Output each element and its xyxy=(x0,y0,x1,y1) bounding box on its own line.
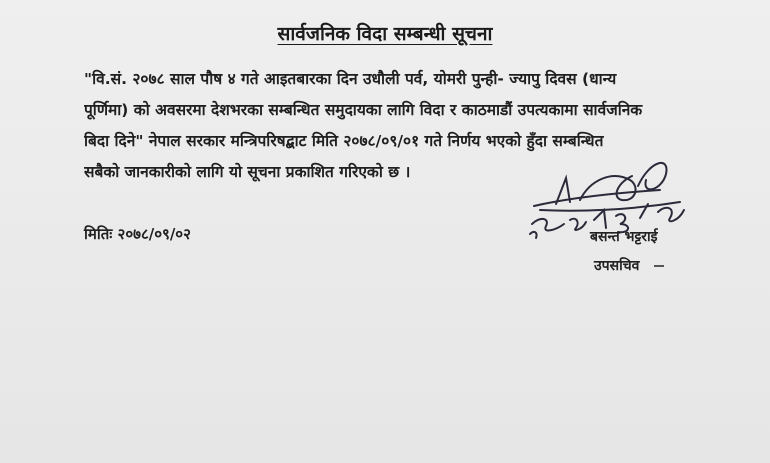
notice-line-4: सबैको जानकारीको लागि यो सूचना प्रकाशित गरिएको छ । xyxy=(84,163,411,181)
notice-title: सार्वजनिक विदा सम्बन्धी सूचना xyxy=(277,23,493,45)
signer-title: उपसचिव xyxy=(594,258,640,274)
signer-name: बसन्त भट्टराई xyxy=(590,229,658,245)
notice-line-1: "वि.सं. २०७८ साल पौष ४ गते आइतबारका दिन उधौली पर्व, योमरी पुन्ही- ज्यापु दिवस (धान्य xyxy=(84,70,617,88)
notice-line-2: पूर्णिमा) को अवसरमा देशभरका सम्बन्धित समुदायका लागि विदा र काठमाडौं उपत्यकामा सार्वजनिक xyxy=(84,101,643,119)
notice-line-3: बिदा दिने" नेपाल सरकार मन्त्रिपरिषद्बाट मिति २०७८/०९/०१ गते निर्णय भएको हुँदा सम्बन्धित xyxy=(84,132,604,150)
decorative-dash xyxy=(654,265,664,267)
notice-date: मितिः २०७८/०९/०२ xyxy=(84,225,191,243)
